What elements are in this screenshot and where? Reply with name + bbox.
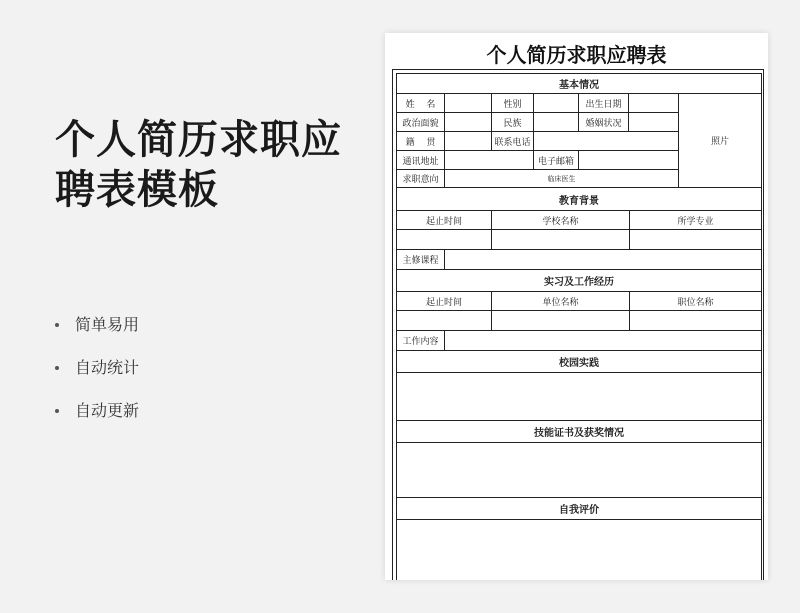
value-major[interactable] [630, 230, 761, 250]
section-work: 实习及工作经历 [397, 270, 761, 292]
value-gender[interactable] [534, 94, 579, 113]
bullet-dot-icon [55, 409, 59, 413]
photo-box[interactable]: 照片 [679, 94, 761, 188]
value-native[interactable] [445, 132, 492, 151]
feature-label: 自动更新 [75, 401, 140, 420]
value-company[interactable] [492, 311, 630, 331]
feature-label: 简单易用 [75, 315, 140, 334]
label-political: 政治面貌 [397, 113, 445, 132]
label-gender: 性别 [492, 94, 534, 113]
label-school: 学校名称 [492, 211, 630, 230]
form-title: 个人简历求职应聘表 [486, 43, 667, 67]
label-position: 职位名称 [630, 292, 761, 311]
value-ethnicity[interactable] [534, 113, 579, 132]
template-title-line2: 聘表模板 [55, 167, 219, 213]
label-work-period: 起止时间 [397, 292, 492, 311]
label-native: 籍 贯 [397, 132, 445, 151]
bullet-dot-icon [55, 366, 59, 370]
value-phone[interactable] [534, 132, 679, 151]
feature-item [55, 312, 139, 355]
label-intent: 求职意向 [397, 170, 445, 188]
feature-label: 自动统计 [75, 358, 140, 377]
value-name[interactable] [445, 94, 492, 113]
template-title [55, 115, 342, 215]
value-courses[interactable] [445, 250, 761, 270]
value-work-content[interactable] [445, 331, 761, 351]
section-skills: 技能证书及获奖情况 [397, 421, 761, 443]
value-skills[interactable] [397, 443, 761, 498]
resume-form-preview [385, 33, 768, 580]
value-position[interactable] [630, 311, 761, 331]
value-intent[interactable]: 临床医生 [445, 170, 679, 188]
value-school[interactable] [492, 230, 630, 250]
value-self[interactable] [397, 520, 761, 580]
value-work-period[interactable] [397, 311, 492, 331]
label-marital: 婚姻状况 [579, 113, 629, 132]
template-title-line1: 个人简历求职应 [55, 117, 342, 163]
value-edu-period[interactable] [397, 230, 492, 250]
value-address[interactable] [445, 151, 534, 170]
label-birth: 出生日期 [579, 94, 629, 113]
feature-item [55, 355, 139, 398]
feature-list [55, 312, 139, 441]
label-courses: 主修课程 [397, 250, 445, 270]
form-outer-border [392, 69, 764, 580]
label-company: 单位名称 [492, 292, 630, 311]
value-email[interactable] [579, 151, 679, 170]
label-phone: 联系电话 [492, 132, 534, 151]
label-major: 所学专业 [630, 211, 761, 230]
section-campus: 校园实践 [397, 351, 761, 373]
value-political[interactable] [445, 113, 492, 132]
value-marital[interactable] [629, 113, 679, 132]
label-edu-period: 起止时间 [397, 211, 492, 230]
value-campus[interactable] [397, 373, 761, 421]
label-name: 姓 名 [397, 94, 445, 113]
label-address: 通讯地址 [397, 151, 445, 170]
feature-item [55, 398, 139, 441]
section-education: 教育背景 [397, 188, 761, 211]
label-ethnicity: 民族 [492, 113, 534, 132]
bullet-dot-icon [55, 323, 59, 327]
section-self: 自我评价 [397, 498, 761, 520]
value-birth[interactable] [629, 94, 679, 113]
section-basic: 基本情况 [397, 74, 761, 94]
label-work-content: 工作内容 [397, 331, 445, 351]
form-table [396, 73, 762, 580]
label-email: 电子邮箱 [534, 151, 579, 170]
